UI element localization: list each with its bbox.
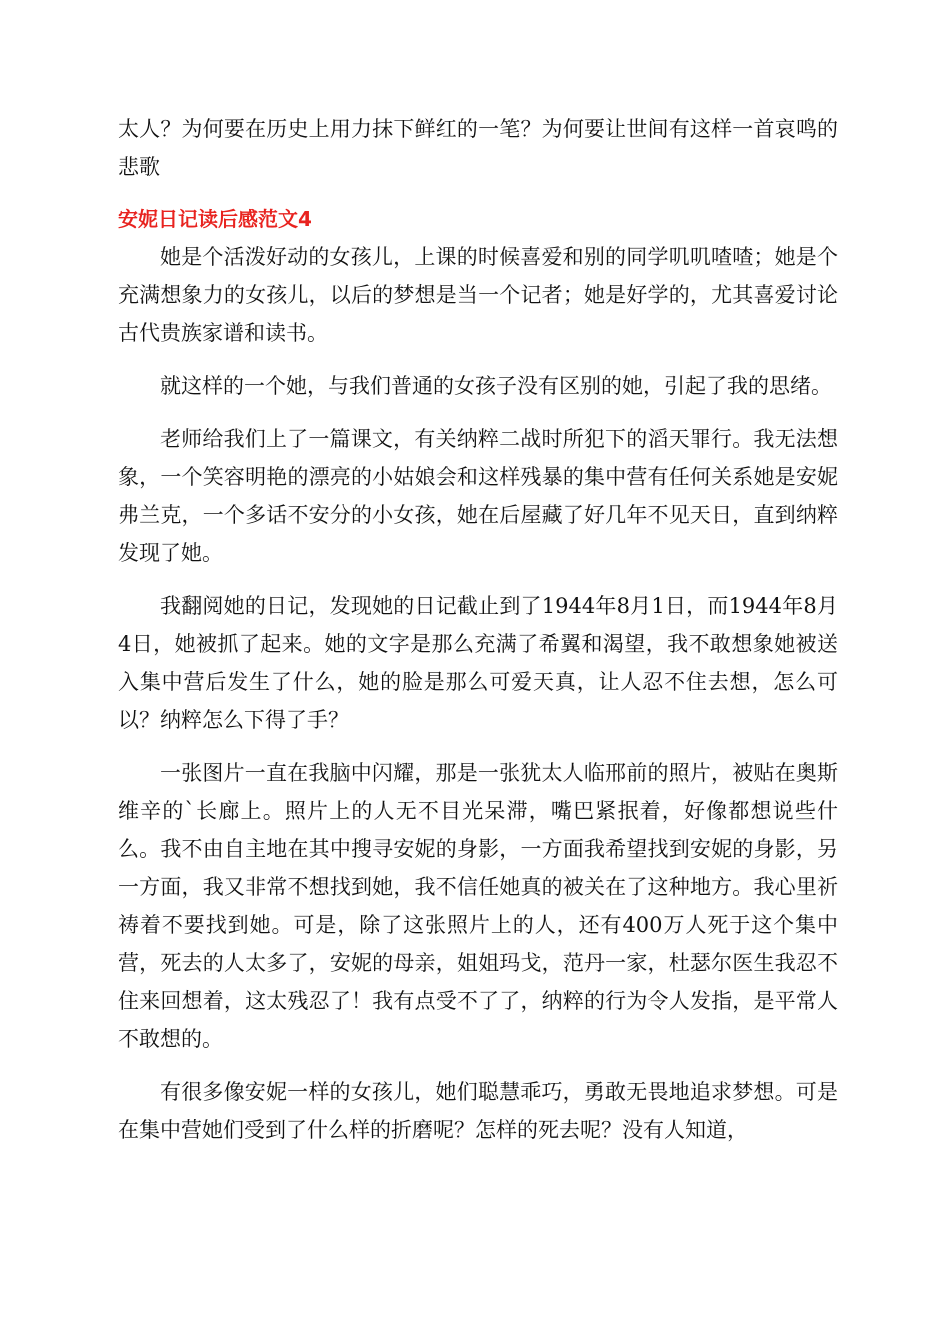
- body-paragraph-1: 她是个活泼好动的女孩儿，上课的时候喜爱和别的同学叽叽喳喳；她是个充满想象力的女孩儿，以后的梦想是当一个记者；她是好学的，尤其喜爱讨论古代贵族家谱和读书。: [118, 245, 838, 345]
- body-paragraph-4: 我翻阅她的日记，发现她的日记截止到了1944年8月1日，而1944年8月4日，她被抓了起来。她的文字是那么充满了希翼和渴望，我不敢想象她被送入集中营后发生了什么，她的脸是那么可爱天真，让人忍不住去想，怎么可以？纳粹怎么下得了手？: [118, 594, 838, 732]
- section-heading: 安妮日记读后感范文4: [118, 207, 312, 231]
- body-paragraph-3: 老师给我们上了一篇课文，有关纳粹二战时所犯下的滔天罪行。我无法想象，一个笑容明艳的漂亮的小姑娘会和这样残暴的集中营有任何关系她是安妮弗兰克，一个多话不安分的小女孩，她在后屋藏了好几年不见天日，直到纳粹发现了她。: [118, 427, 838, 565]
- continuation-paragraph: 太人？为何要在历史上用力抹下鲜红的一笔？为何要让世间有这样一首哀鸣的悲歌: [118, 117, 838, 179]
- document-page: [118, 110, 838, 1149]
- body-paragraph-6: 有很多像安妮一样的女孩儿，她们聪慧乖巧，勇敢无畏地追求梦想。可是在集中营她们受到了什么样的折磨呢？怎样的死去呢？没有人知道，: [118, 1080, 838, 1142]
- body-paragraph-5: 一张图片一直在我脑中闪耀，那是一张犹太人临邢前的照片，被贴在奥斯维辛的`长廊上。照片上的人无不目光呆滞，嘴巴紧抿着，好像都想说些什么。我不由自主地在其中搜寻安妮的身影，一方面我希望找到安妮的身影，另一方面，我又非常不想找到她，我不信任她真的被关在了这种地方。我心里祈祷着不要找到她。可是，除了这张照片上的人，还有400万人死于这个集中营，死去的人太多了，安妮的母亲，姐姐玛戈，范丹一家，杜瑟尔医生我忍不住来回想着，这太残忍了！我有点受不了了，纳粹的行为令人发指，是平常人不敢想的。: [118, 761, 838, 1051]
- body-paragraph-2: 就这样的一个她，与我们普通的女孩子没有区别的她，引起了我的思绪。: [160, 374, 832, 398]
